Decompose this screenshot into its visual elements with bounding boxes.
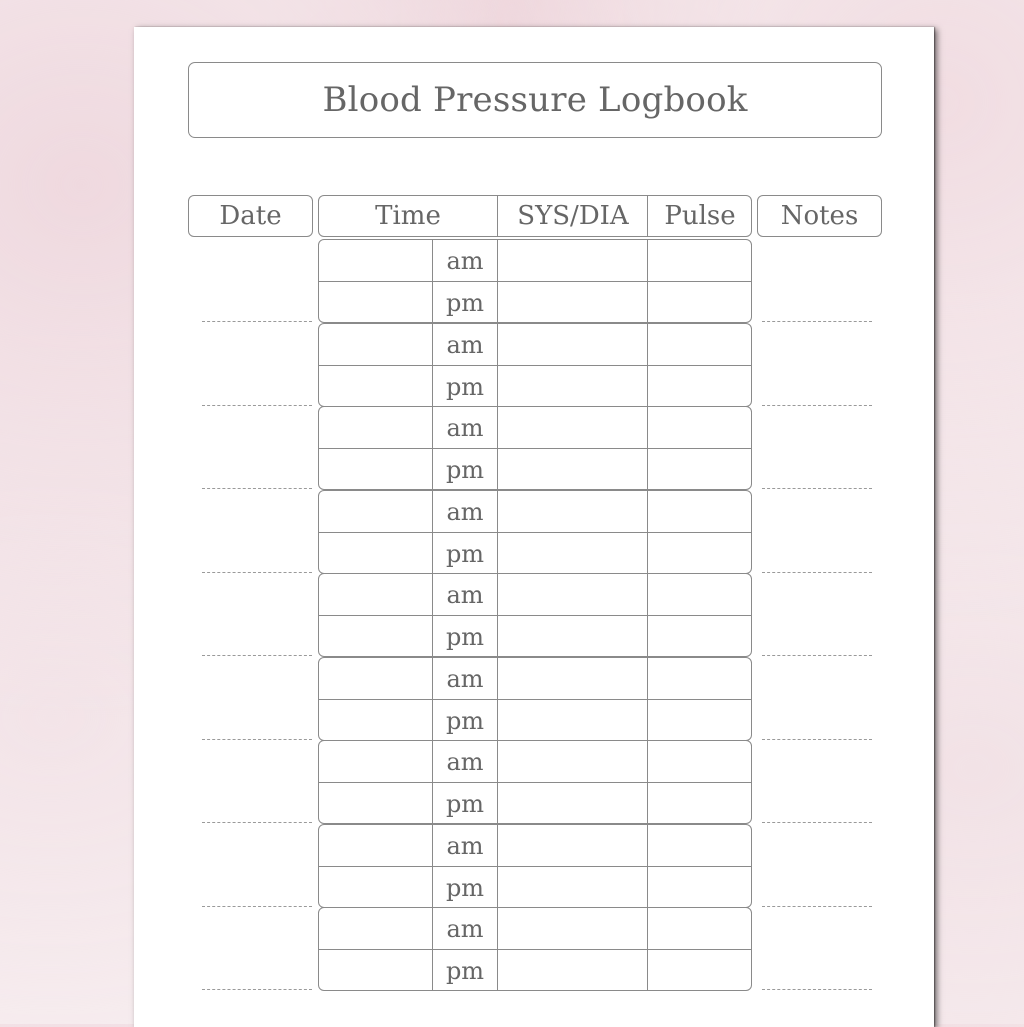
pulse-input[interactable] bbox=[648, 700, 751, 741]
pulse-input[interactable] bbox=[648, 533, 751, 574]
pm-label: pm bbox=[445, 455, 485, 484]
header-pulse: Pulse bbox=[647, 196, 752, 236]
time-input[interactable] bbox=[319, 908, 432, 949]
am-row bbox=[319, 574, 751, 615]
pm-label: pm bbox=[445, 789, 485, 818]
date-line[interactable] bbox=[202, 906, 312, 907]
time-input[interactable] bbox=[319, 282, 432, 323]
time-input[interactable] bbox=[319, 867, 432, 908]
sys-dia-input[interactable] bbox=[498, 658, 647, 699]
time-input[interactable] bbox=[319, 658, 432, 699]
pulse-input[interactable] bbox=[648, 282, 751, 323]
log-entry bbox=[318, 239, 752, 323]
time-input[interactable] bbox=[319, 324, 432, 365]
time-input[interactable] bbox=[319, 366, 432, 407]
sys-dia-input[interactable] bbox=[498, 574, 647, 615]
pulse-input[interactable] bbox=[648, 658, 751, 699]
am-label: am bbox=[446, 664, 484, 693]
pm-row bbox=[319, 949, 751, 991]
log-entry bbox=[318, 907, 752, 991]
sys-dia-input[interactable] bbox=[498, 324, 647, 365]
log-entry bbox=[318, 657, 752, 741]
am-row bbox=[319, 741, 751, 782]
time-input[interactable] bbox=[319, 700, 432, 741]
notes-line[interactable] bbox=[762, 572, 872, 573]
sys-dia-input[interactable] bbox=[498, 491, 647, 532]
sys-dia-input[interactable] bbox=[498, 366, 647, 407]
date-line[interactable] bbox=[202, 321, 312, 322]
date-line[interactable] bbox=[202, 739, 312, 740]
log-entry bbox=[318, 573, 752, 657]
notes-line[interactable] bbox=[762, 906, 872, 907]
header-notes: Notes bbox=[757, 195, 882, 237]
time-input[interactable] bbox=[319, 574, 432, 615]
am-label: am bbox=[446, 330, 484, 359]
time-input[interactable] bbox=[319, 533, 432, 574]
notes-line[interactable] bbox=[762, 822, 872, 823]
sys-dia-input[interactable] bbox=[498, 867, 647, 908]
pm-label: pm bbox=[445, 288, 485, 317]
page-title: Blood Pressure Logbook bbox=[188, 62, 882, 138]
log-entry bbox=[318, 323, 752, 407]
time-input[interactable] bbox=[319, 616, 432, 657]
pm-label: pm bbox=[445, 706, 485, 735]
pm-row bbox=[319, 782, 751, 824]
header-date: Date bbox=[188, 195, 313, 237]
sys-dia-input[interactable] bbox=[498, 741, 647, 782]
date-line[interactable] bbox=[202, 405, 312, 406]
date-line[interactable] bbox=[202, 989, 312, 990]
time-input[interactable] bbox=[319, 491, 432, 532]
am-row bbox=[319, 825, 751, 866]
time-input[interactable] bbox=[319, 240, 432, 281]
pulse-input[interactable] bbox=[648, 324, 751, 365]
date-line[interactable] bbox=[202, 572, 312, 573]
log-entry bbox=[318, 824, 752, 908]
pm-label: pm bbox=[445, 539, 485, 568]
pm-row bbox=[319, 448, 751, 490]
sys-dia-input[interactable] bbox=[498, 616, 647, 657]
pulse-input[interactable] bbox=[648, 741, 751, 782]
sys-dia-input[interactable] bbox=[498, 950, 647, 991]
sys-dia-input[interactable] bbox=[498, 908, 647, 949]
time-input[interactable] bbox=[319, 825, 432, 866]
header-readings bbox=[318, 195, 752, 237]
am-label: am bbox=[446, 413, 484, 442]
notes-line[interactable] bbox=[762, 739, 872, 740]
am-label: am bbox=[446, 914, 484, 943]
am-label: am bbox=[446, 747, 484, 776]
sys-dia-input[interactable] bbox=[498, 240, 647, 281]
pm-row bbox=[319, 615, 751, 657]
pm-row bbox=[319, 365, 751, 407]
pulse-input[interactable] bbox=[648, 908, 751, 949]
time-input[interactable] bbox=[319, 783, 432, 824]
pulse-input[interactable] bbox=[648, 574, 751, 615]
pulse-input[interactable] bbox=[648, 491, 751, 532]
sys-dia-input[interactable] bbox=[498, 282, 647, 323]
sys-dia-input[interactable] bbox=[498, 825, 647, 866]
am-row bbox=[319, 491, 751, 532]
am-row bbox=[319, 407, 751, 448]
am-label: am bbox=[446, 497, 484, 526]
pm-label: pm bbox=[445, 873, 485, 902]
am-row bbox=[319, 240, 751, 281]
time-input[interactable] bbox=[319, 950, 432, 991]
date-line[interactable] bbox=[202, 822, 312, 823]
sys-dia-input[interactable] bbox=[498, 407, 647, 448]
log-entry bbox=[318, 740, 752, 824]
log-entry bbox=[318, 406, 752, 490]
pulse-input[interactable] bbox=[648, 950, 751, 991]
log-entry bbox=[318, 490, 752, 574]
notes-line[interactable] bbox=[762, 488, 872, 489]
time-input[interactable] bbox=[319, 407, 432, 448]
pulse-input[interactable] bbox=[648, 616, 751, 657]
pm-row bbox=[319, 866, 751, 908]
pulse-input[interactable] bbox=[648, 867, 751, 908]
pulse-input[interactable] bbox=[648, 240, 751, 281]
pulse-input[interactable] bbox=[648, 449, 751, 490]
notes-line[interactable] bbox=[762, 655, 872, 656]
header-time: Time bbox=[375, 201, 441, 231]
logbook-page bbox=[134, 27, 934, 1027]
sys-dia-input[interactable] bbox=[498, 700, 647, 741]
sys-dia-input[interactable] bbox=[498, 449, 647, 490]
pulse-input[interactable] bbox=[648, 825, 751, 866]
am-row bbox=[319, 658, 751, 699]
date-line[interactable] bbox=[202, 655, 312, 656]
notes-line[interactable] bbox=[762, 321, 872, 322]
pulse-input[interactable] bbox=[648, 407, 751, 448]
am-row bbox=[319, 908, 751, 949]
notes-line[interactable] bbox=[762, 405, 872, 406]
pm-row bbox=[319, 699, 751, 741]
am-label: am bbox=[446, 831, 484, 860]
notes-line[interactable] bbox=[762, 989, 872, 990]
sys-dia-input[interactable] bbox=[498, 533, 647, 574]
date-line[interactable] bbox=[202, 488, 312, 489]
pulse-input[interactable] bbox=[648, 366, 751, 407]
time-input[interactable] bbox=[319, 449, 432, 490]
pm-label: pm bbox=[445, 372, 485, 401]
am-label: am bbox=[446, 246, 484, 275]
sys-dia-input[interactable] bbox=[498, 783, 647, 824]
time-input[interactable] bbox=[319, 741, 432, 782]
pm-label: pm bbox=[445, 622, 485, 651]
pm-row bbox=[319, 281, 751, 323]
am-label: am bbox=[446, 580, 484, 609]
header-sys-dia: SYS/DIA bbox=[497, 196, 648, 236]
am-row bbox=[319, 324, 751, 365]
pulse-input[interactable] bbox=[648, 783, 751, 824]
pm-label: pm bbox=[445, 956, 485, 985]
pm-row bbox=[319, 532, 751, 574]
